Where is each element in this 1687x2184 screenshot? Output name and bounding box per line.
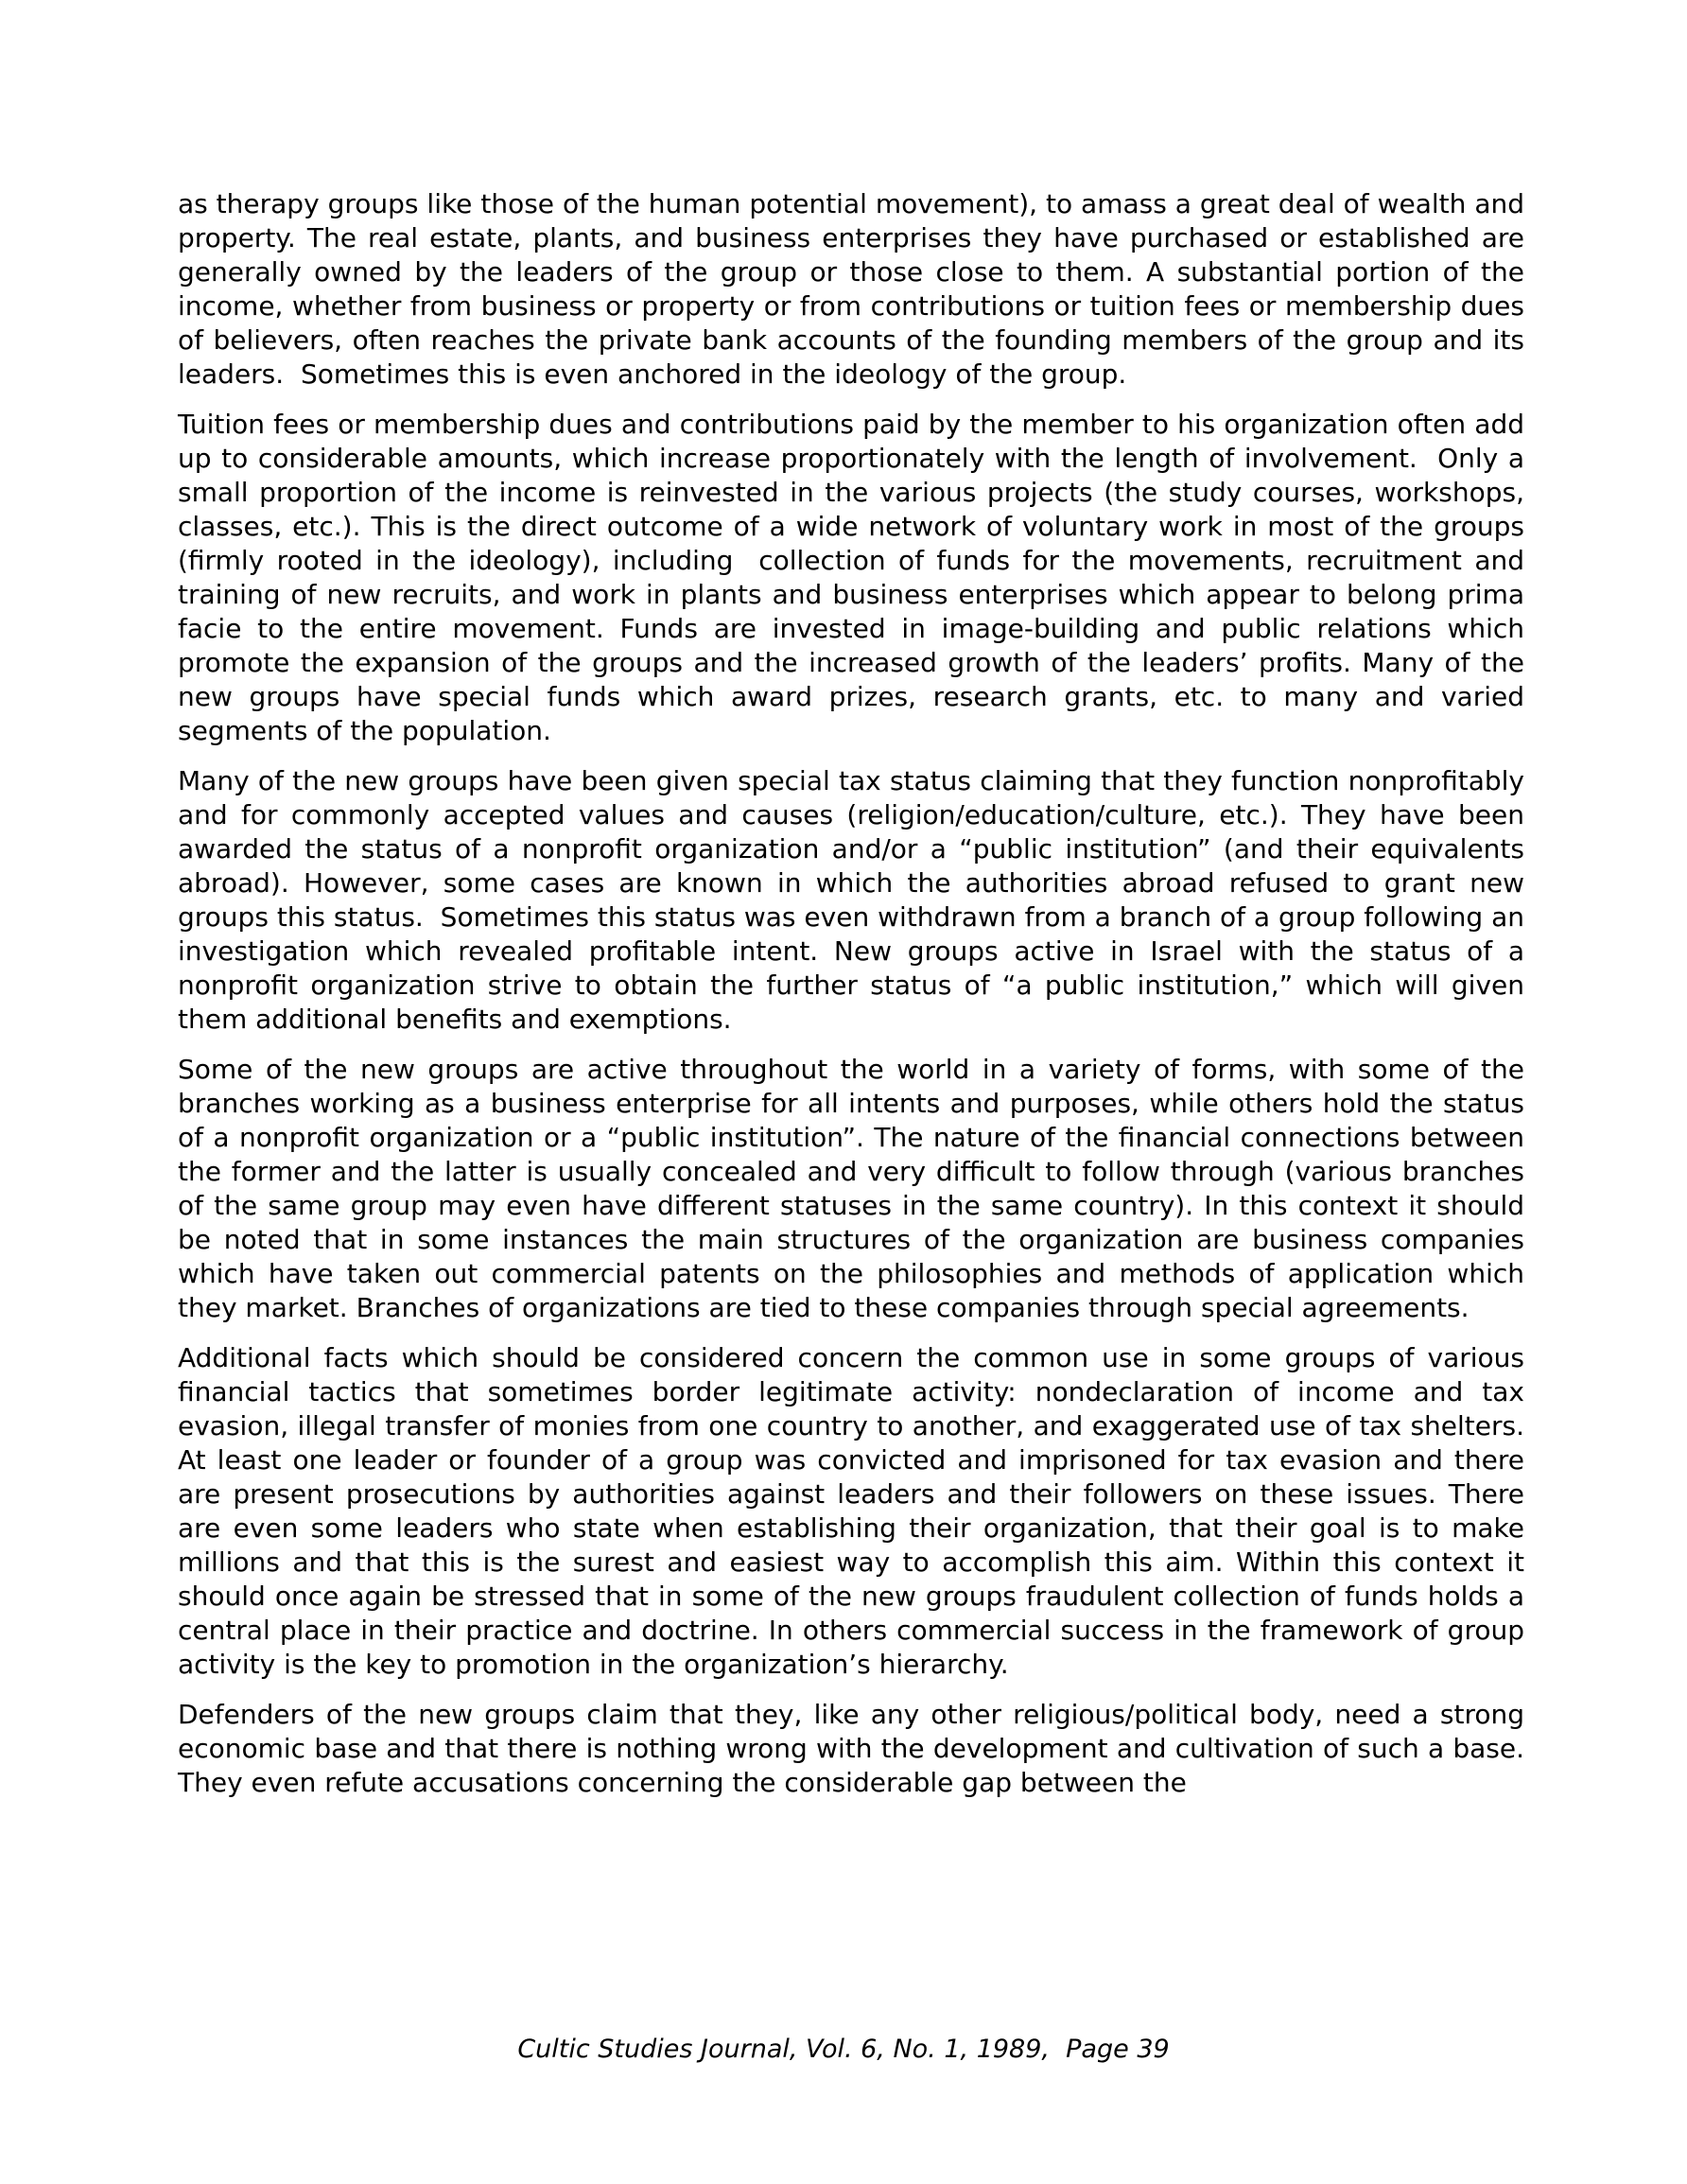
footer-citation: Cultic Studies Journal, Vol. 6, No. 1, 1989, Page 39: [517, 2035, 1170, 2064]
paragraph-4: Some of the new groups are active throughout the world in a variety of forms, with some of the branches working as a business enterprise for all intents and purposes, while others hold the status of a nonprofit organization or a “public institution”. The nature of the financial connections between the former and the latter is usually concealed and very difficult to follow through (various branches of the same group may even have different statuses in the same country). In this context it should be noted that in some instances the main structures of the organization are business companies which have taken out commercial patents on the philosophies and methods of application which they market. Branches of organizations are tied to these companies through special agreements.: [178, 1054, 1533, 1323]
article-body: [178, 187, 1533, 1816]
paragraph-1: as therapy groups like those of the human potential movement), to amass a great deal of wealth and property. The real estate, plants, and business enterprises they have purchased or established are generally owned by the leaders of the group or those close to them. A substantial portion of the income, whether from business or property or from contributions or tuition fees or membership dues of believers, often reaches the private bank accounts of the founding members of the group and its leaders. Sometimes this is even anchored in the ideology of the group.: [178, 188, 1533, 390]
paragraph-3: Many of the new groups have been given special tax status claiming that they function nonprofitably and for commonly accepted values and causes (religion/education/culture, etc.). They have been awarded the status of a nonprofit organization and/or a “public institution” (and their equivalents abroad). However, some cases are known in which the authorities abroad refused to grant new groups this status. Sometimes this status was even withdrawn from a branch of a group following an investigation which revealed profitable intent. New groups active in Israel with the status of a nonprofit organization strive to obtain the further status of “a public institution,” which will given them additional benefits and exemptions.: [178, 765, 1533, 1035]
paragraph-6: Defenders of the new groups claim that they, like any other religious/political body, need a strong economic base and that there is nothing wrong with the development and cultivation of such a base. They even refute accusations concerning the considerable gap between the: [178, 1699, 1533, 1798]
paragraph-5: Additional facts which should be considered concern the common use in some groups of various financial tactics that sometimes border legitimate activity: nondeclaration of income and tax evasion, illegal transfer of monies from one country to another, and exaggerated use of tax shelters. At least one leader or founder of a group was convicted and imprisoned for tax evasion and there are present prosecutions by authorities against leaders and their followers on these issues. There are even some leaders who state when establishing their organization, that their goal is to make millions and that this is the surest and easiest way to accomplish this aim. Within this context it should once again be stressed that in some of the new groups fraudulent collection of funds holds a central place in their practice and doctrine. In others commercial success in the framework of group activity is the key to promotion in the organization’s hierarchy.: [178, 1342, 1533, 1680]
page-footer: [0, 2034, 1687, 2066]
paragraph-2: Tuition fees or membership dues and contributions paid by the member to his organization often add up to considerable amounts, which increase proportionately with the length of involvement. Only a small proportion of the income is reinvested in the various projects (the study courses, workshops, classes, etc.). This is the direct outcome of a wide network of voluntary work in most of the groups (firmly rooted in the ideology), including collection of funds for the movements, recruitment and training of new recruits, and work in plants and business enterprises which appear to belong prima facie to the entire movement. Funds are invested in image-building and public relations which promote the expansion of the groups and the increased growth of the leaders’ profits. Many of the new groups have special funds which award prizes, research grants, etc. to many and varied segments of the population.: [178, 409, 1533, 746]
